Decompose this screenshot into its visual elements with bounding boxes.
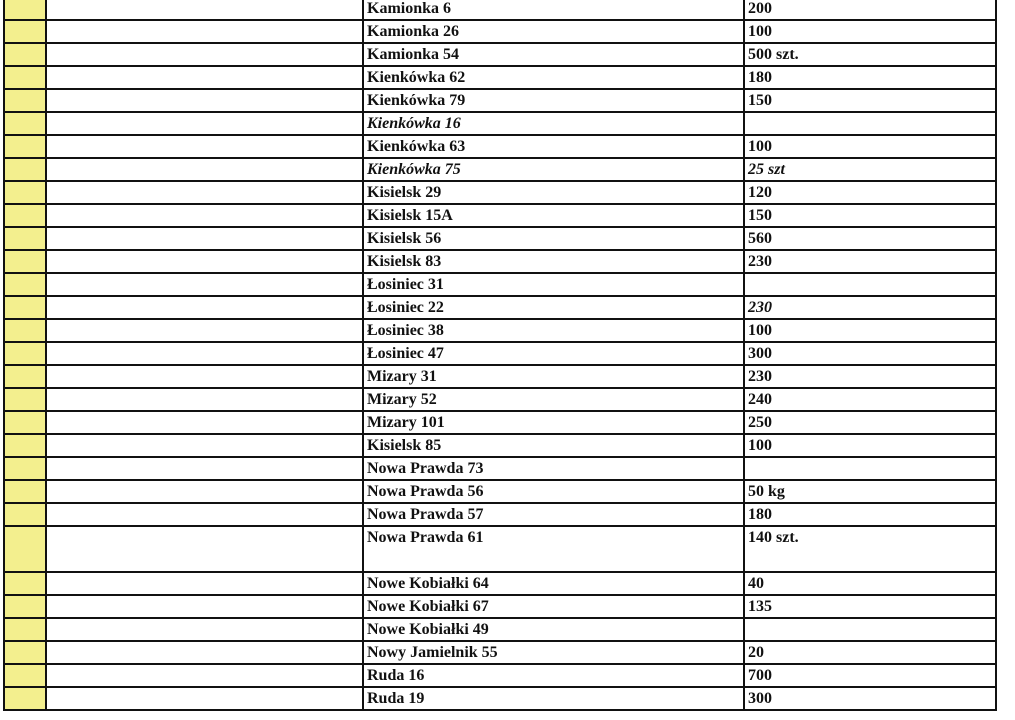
empty-cell[interactable] <box>47 389 364 412</box>
location-cell[interactable]: Łosiniec 38 <box>364 320 745 343</box>
quantity-cell[interactable]: 100 <box>745 320 997 343</box>
table-row <box>0 182 1000 205</box>
empty-cell[interactable] <box>47 596 364 619</box>
quantity-cell[interactable] <box>745 458 997 481</box>
location-cell[interactable]: Mizary 52 <box>364 389 745 412</box>
location-cell[interactable]: Łosiniec 31 <box>364 274 745 297</box>
table-row <box>0 21 1000 44</box>
location-cell[interactable]: Ruda 19 <box>364 688 745 711</box>
highlight-cell[interactable] <box>3 389 47 412</box>
table-row <box>0 573 1000 596</box>
empty-cell[interactable] <box>47 205 364 228</box>
highlight-cell[interactable] <box>3 205 47 228</box>
highlight-cell[interactable] <box>3 596 47 619</box>
location-cell[interactable]: Kamionka 54 <box>364 44 745 67</box>
quantity-cell[interactable] <box>745 619 997 642</box>
table-row <box>0 274 1000 297</box>
empty-cell[interactable] <box>47 67 364 90</box>
table-row <box>0 596 1000 619</box>
location-cell[interactable]: Kisielsk 29 <box>364 182 745 205</box>
highlight-cell[interactable] <box>3 573 47 596</box>
empty-cell[interactable] <box>47 504 364 527</box>
highlight-cell[interactable] <box>3 665 47 688</box>
quantity-cell[interactable]: 135 <box>745 596 997 619</box>
table-row <box>0 642 1000 665</box>
empty-cell[interactable] <box>47 458 364 481</box>
quantity-cell[interactable]: 150 <box>745 90 997 113</box>
empty-cell[interactable] <box>47 113 364 136</box>
table-row <box>0 320 1000 343</box>
quantity-cell[interactable]: 140 szt. <box>745 527 997 573</box>
quantity-cell[interactable]: 300 <box>745 343 997 366</box>
quantity-cell[interactable]: 100 <box>745 136 997 159</box>
highlight-cell[interactable] <box>3 44 47 67</box>
quantity-cell[interactable]: 100 <box>745 21 997 44</box>
location-cell[interactable]: Kisielsk 83 <box>364 251 745 274</box>
table-row <box>0 366 1000 389</box>
empty-cell[interactable] <box>47 688 364 711</box>
highlight-cell[interactable] <box>3 458 47 481</box>
empty-cell[interactable] <box>47 159 364 182</box>
quantity-cell[interactable]: 40 <box>745 573 997 596</box>
table-row <box>0 435 1000 458</box>
location-cell[interactable]: Kisielsk 56 <box>364 228 745 251</box>
highlight-cell[interactable] <box>3 619 47 642</box>
location-cell[interactable]: Kisielsk 85 <box>364 435 745 458</box>
table-row <box>0 665 1000 688</box>
highlight-cell[interactable] <box>3 504 47 527</box>
location-cell[interactable]: Kienkówka 63 <box>364 136 745 159</box>
quantity-cell[interactable]: 560 <box>745 228 997 251</box>
table-row <box>0 527 1000 573</box>
quantity-cell[interactable]: 230 <box>745 366 997 389</box>
empty-cell[interactable] <box>47 527 364 573</box>
location-cell[interactable]: Kamionka 6 <box>364 0 745 21</box>
highlight-cell[interactable] <box>3 0 47 21</box>
location-cell[interactable]: Kienkówka 79 <box>364 90 745 113</box>
table-row <box>0 619 1000 642</box>
table-row <box>0 159 1000 182</box>
empty-cell[interactable] <box>47 182 364 205</box>
quantity-cell[interactable]: 25 szt <box>745 159 997 182</box>
quantity-cell[interactable] <box>745 113 997 136</box>
quantity-cell[interactable]: 180 <box>745 504 997 527</box>
quantity-cell[interactable] <box>745 274 997 297</box>
table-row <box>0 205 1000 228</box>
highlight-cell[interactable] <box>3 21 47 44</box>
highlight-cell[interactable] <box>3 182 47 205</box>
location-cell[interactable]: Kienkówka 62 <box>364 67 745 90</box>
table-row <box>0 251 1000 274</box>
quantity-cell[interactable]: 250 <box>745 412 997 435</box>
empty-cell[interactable] <box>47 44 364 67</box>
table-row <box>0 389 1000 412</box>
highlight-cell[interactable] <box>3 159 47 182</box>
location-cell[interactable]: Łosiniec 22 <box>364 297 745 320</box>
location-cell[interactable]: Mizary 101 <box>364 412 745 435</box>
empty-cell[interactable] <box>47 274 364 297</box>
quantity-cell[interactable]: 120 <box>745 182 997 205</box>
highlight-cell[interactable] <box>3 688 47 711</box>
location-cell[interactable]: Nowy Jamielnik 55 <box>364 642 745 665</box>
empty-cell[interactable] <box>47 0 364 21</box>
empty-cell[interactable] <box>47 297 364 320</box>
table-row <box>0 343 1000 366</box>
location-cell[interactable]: Kamionka 26 <box>364 21 745 44</box>
highlight-cell[interactable] <box>3 642 47 665</box>
quantity-cell[interactable]: 700 <box>745 665 997 688</box>
table-row <box>0 297 1000 320</box>
empty-cell[interactable] <box>47 619 364 642</box>
empty-cell[interactable] <box>47 228 364 251</box>
quantity-cell[interactable]: 300 <box>745 688 997 711</box>
table-row <box>0 90 1000 113</box>
table-row <box>0 688 1000 711</box>
highlight-cell[interactable] <box>3 320 47 343</box>
location-cell[interactable]: Ruda 16 <box>364 665 745 688</box>
table-row <box>0 228 1000 251</box>
quantity-cell[interactable]: 20 <box>745 642 997 665</box>
empty-cell[interactable] <box>47 435 364 458</box>
location-cell[interactable]: Mizary 31 <box>364 366 745 389</box>
highlight-cell[interactable] <box>3 297 47 320</box>
table-row <box>0 504 1000 527</box>
quantity-cell[interactable]: 200 <box>745 0 997 21</box>
location-cell[interactable]: Nowa Prawda 73 <box>364 458 745 481</box>
empty-cell[interactable] <box>47 665 364 688</box>
location-cell[interactable]: Kienkówka 16 <box>364 113 745 136</box>
location-cell[interactable]: Nowa Prawda 61 <box>364 527 745 573</box>
quantity-cell[interactable]: 180 <box>745 67 997 90</box>
quantity-cell[interactable]: 50 kg <box>745 481 997 504</box>
empty-cell[interactable] <box>47 21 364 44</box>
table-row <box>0 458 1000 481</box>
empty-cell[interactable] <box>47 343 364 366</box>
quantity-cell[interactable]: 240 <box>745 389 997 412</box>
highlight-cell[interactable] <box>3 251 47 274</box>
highlight-cell[interactable] <box>3 343 47 366</box>
quantity-cell[interactable]: 230 <box>745 251 997 274</box>
highlight-cell[interactable] <box>3 90 47 113</box>
empty-cell[interactable] <box>47 481 364 504</box>
empty-cell[interactable] <box>47 412 364 435</box>
table-row <box>0 44 1000 67</box>
table-row <box>0 136 1000 159</box>
highlight-cell[interactable] <box>3 527 47 573</box>
table-row <box>0 113 1000 136</box>
highlight-cell[interactable] <box>3 481 47 504</box>
location-cell[interactable]: Kisielsk 15A <box>364 205 745 228</box>
quantity-cell[interactable]: 500 szt. <box>745 44 997 67</box>
table-row <box>0 412 1000 435</box>
empty-cell[interactable] <box>47 320 364 343</box>
quantity-cell[interactable]: 100 <box>745 435 997 458</box>
table-row <box>0 481 1000 504</box>
location-cell[interactable]: Nowe Kobiałki 67 <box>364 596 745 619</box>
highlight-cell[interactable] <box>3 366 47 389</box>
table-row <box>0 0 1000 21</box>
empty-cell[interactable] <box>47 251 364 274</box>
location-cell[interactable]: Nowe Kobiałki 64 <box>364 573 745 596</box>
highlight-cell[interactable] <box>3 435 47 458</box>
location-cell[interactable]: Nowa Prawda 56 <box>364 481 745 504</box>
quantity-cell[interactable]: 150 <box>745 205 997 228</box>
location-cell[interactable]: Nowa Prawda 57 <box>364 504 745 527</box>
empty-cell[interactable] <box>47 366 364 389</box>
highlight-cell[interactable] <box>3 228 47 251</box>
highlight-cell[interactable] <box>3 274 47 297</box>
empty-cell[interactable] <box>47 90 364 113</box>
highlight-cell[interactable] <box>3 113 47 136</box>
location-cell[interactable]: Kienkówka 75 <box>364 159 745 182</box>
table-row <box>0 67 1000 90</box>
location-cell[interactable]: Nowe Kobiałki 49 <box>364 619 745 642</box>
highlight-cell[interactable] <box>3 412 47 435</box>
quantity-cell[interactable]: 230 <box>745 297 997 320</box>
empty-cell[interactable] <box>47 136 364 159</box>
highlight-cell[interactable] <box>3 136 47 159</box>
highlight-cell[interactable] <box>3 67 47 90</box>
empty-cell[interactable] <box>47 642 364 665</box>
empty-cell[interactable] <box>47 573 364 596</box>
location-cell[interactable]: Łosiniec 47 <box>364 343 745 366</box>
